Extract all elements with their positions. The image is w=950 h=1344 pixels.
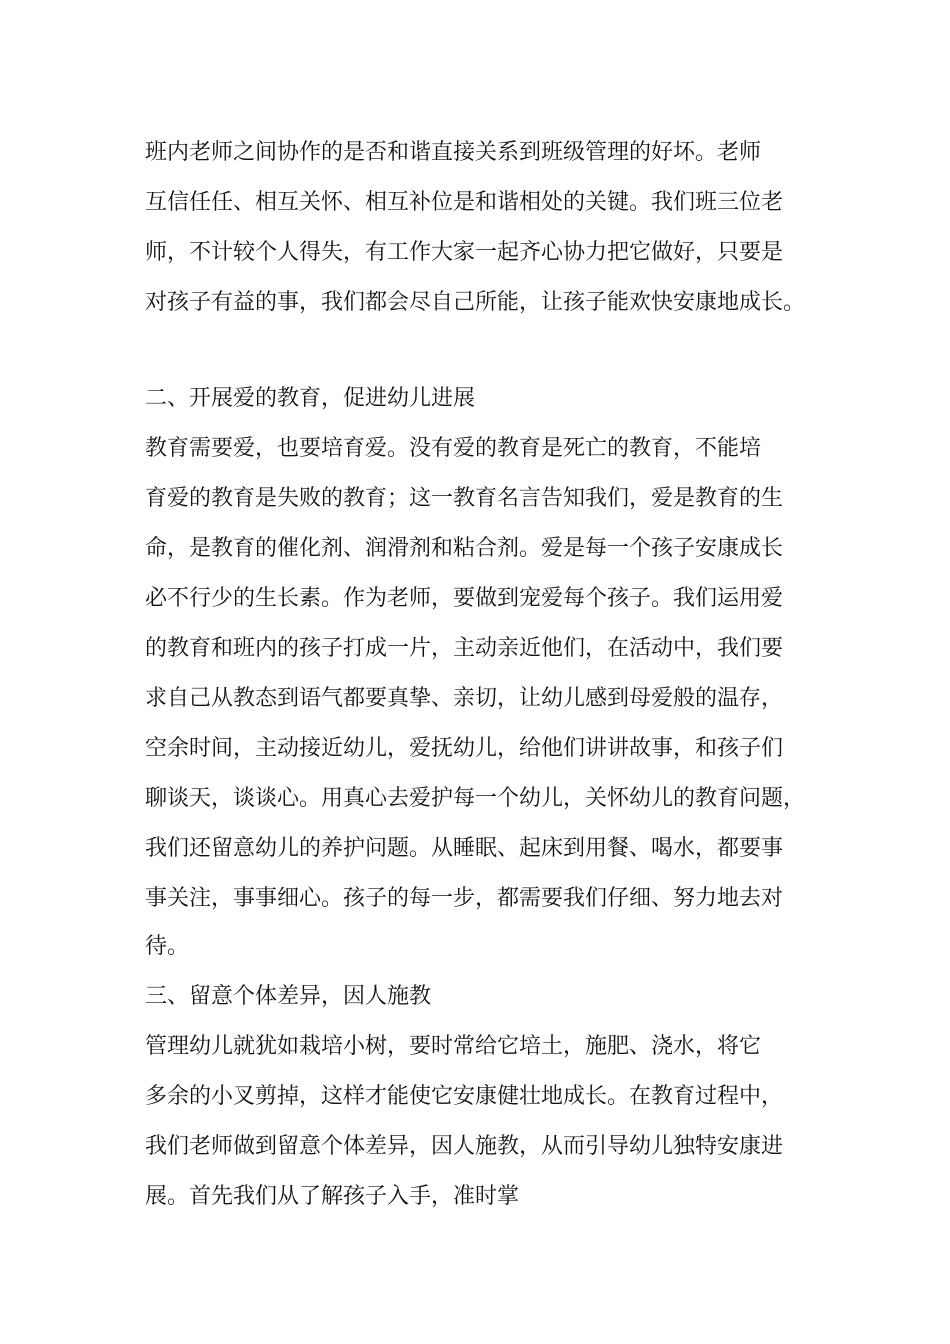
text-line-7: 育爱的教育是失败的教育；这一教育名言告知我们，爱是教育的生 — [145, 486, 784, 511]
text-line-11: 求自己从教态到语气都要真挚、亲切，让幼儿感到母爱般的温存， — [145, 686, 784, 711]
text-line-10: 的教育和班内的孩子打成一片，主动亲近他们，在活动中，我们要 — [145, 636, 784, 661]
text-line-4: 对孩子有益的事，我们都会尽自己所能，让孩子能欢快安康地成长。 — [145, 290, 806, 315]
text-line-15: 事关注，事事细心。孩子的每一步，都需要我们仔细、努力地去对 — [145, 886, 784, 911]
text-line-6: 教育需要爱，也要培育爱。没有爱的教育是死亡的教育，不能培 — [145, 436, 762, 461]
section-heading-2: 二、开展爱的教育，促进幼儿进展 — [145, 386, 476, 411]
text-line-14: 我们还留意幼儿的养护问题。从睡眠、起床到用餐、喝水，都要事 — [145, 836, 784, 861]
text-line-13: 聊谈天，谈谈心。用真心去爱护每一个幼儿，关怀幼儿的教育问题， — [145, 786, 806, 811]
text-line-8: 命，是教育的催化剂、润滑剂和粘合剂。爱是每一个孩子安康成长 — [145, 536, 784, 561]
text-line-20: 我们老师做到留意个体差异，因人施教，从而引导幼儿独特安康进 — [145, 1134, 784, 1159]
text-line-3: 师，不计较个人得失，有工作大家一起齐心协力把它做好，只要是 — [145, 240, 784, 265]
text-line-18: 管理幼儿就犹如栽培小树，要时常给它培土，施肥、浇水，将它 — [145, 1034, 762, 1059]
section-heading-3: 三、留意个体差异，因人施教 — [145, 984, 432, 1009]
text-line-12: 空余时间，主动接近幼儿，爱抚幼儿，给他们讲讲故事，和孩子们 — [145, 736, 784, 761]
text-line-1: 班内老师之间协作的是否和谐直接关系到班级管理的好坏。老师 — [145, 140, 762, 165]
text-line-2: 互信任任、相互关怀、相互补位是和谐相处的关键。我们班三位老 — [145, 190, 784, 215]
text-line-16: 待。 — [145, 934, 190, 959]
text-line-21: 展。首先我们从了解孩子入手，准时掌 — [145, 1184, 520, 1209]
text-line-9: 必不行少的生长素。作为老师，要做到宠爱每个孩子。我们运用爱 — [145, 586, 784, 611]
text-line-19: 多余的小叉剪掉，这样才能使它安康健壮地成长。在教育过程中， — [145, 1084, 784, 1109]
